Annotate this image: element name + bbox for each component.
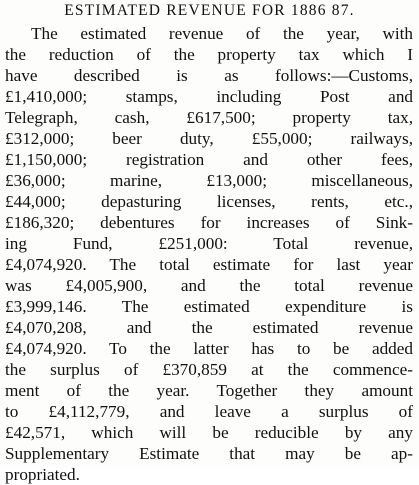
article-line: Supplementary Estimate that may be ap- (5, 444, 413, 463)
article-line: was £4,005,900, and the total revenue (5, 276, 413, 295)
article-line: The estimated revenue of the year, with (31, 24, 413, 43)
article-line: propriated. (5, 465, 80, 484)
article-line: £4,074,920. The total estimate for last year (5, 255, 413, 274)
article-line: the reduction of the property tax which I (5, 45, 413, 64)
article-line: £36,000; marine, £13,000; miscellaneous, (5, 171, 413, 190)
article-line: £1,410,000; stamps, including Post and (5, 87, 413, 106)
article-heading: ESTIMATED REVENUE FOR 1886 87. (64, 2, 355, 19)
article-line: have described is as follows:—Customs, (5, 66, 413, 85)
article-line: £4,074,920. To the latter has to be added (5, 339, 413, 358)
article-line: £312,000; beer duty, £55,000; railways, (5, 129, 413, 148)
article-line: Telegraph, cash, £617,500; property tax, (5, 108, 413, 127)
article-line: ing Fund, £251,000: Total revenue, (5, 234, 413, 253)
article-line: the surplus of £370,859 at the commence- (5, 360, 413, 379)
article-line: to £4,112,779, and leave a surplus of (5, 402, 413, 421)
article-line: ment of the year. Together they amount (5, 381, 413, 400)
article-line: £3,999,146. The estimated expenditure is (5, 297, 413, 316)
article-line: £4,070,208, and the estimated revenue (5, 318, 413, 337)
article-line: £44,000; depasturing licenses, rents, etc., (5, 192, 413, 211)
article-line: £42,571, which will be reducible by any (5, 423, 413, 442)
article-line: £186,320; debentures for increases of Sink- (5, 213, 413, 232)
article-line: £1,150,000; registration and other fees, (5, 150, 413, 169)
